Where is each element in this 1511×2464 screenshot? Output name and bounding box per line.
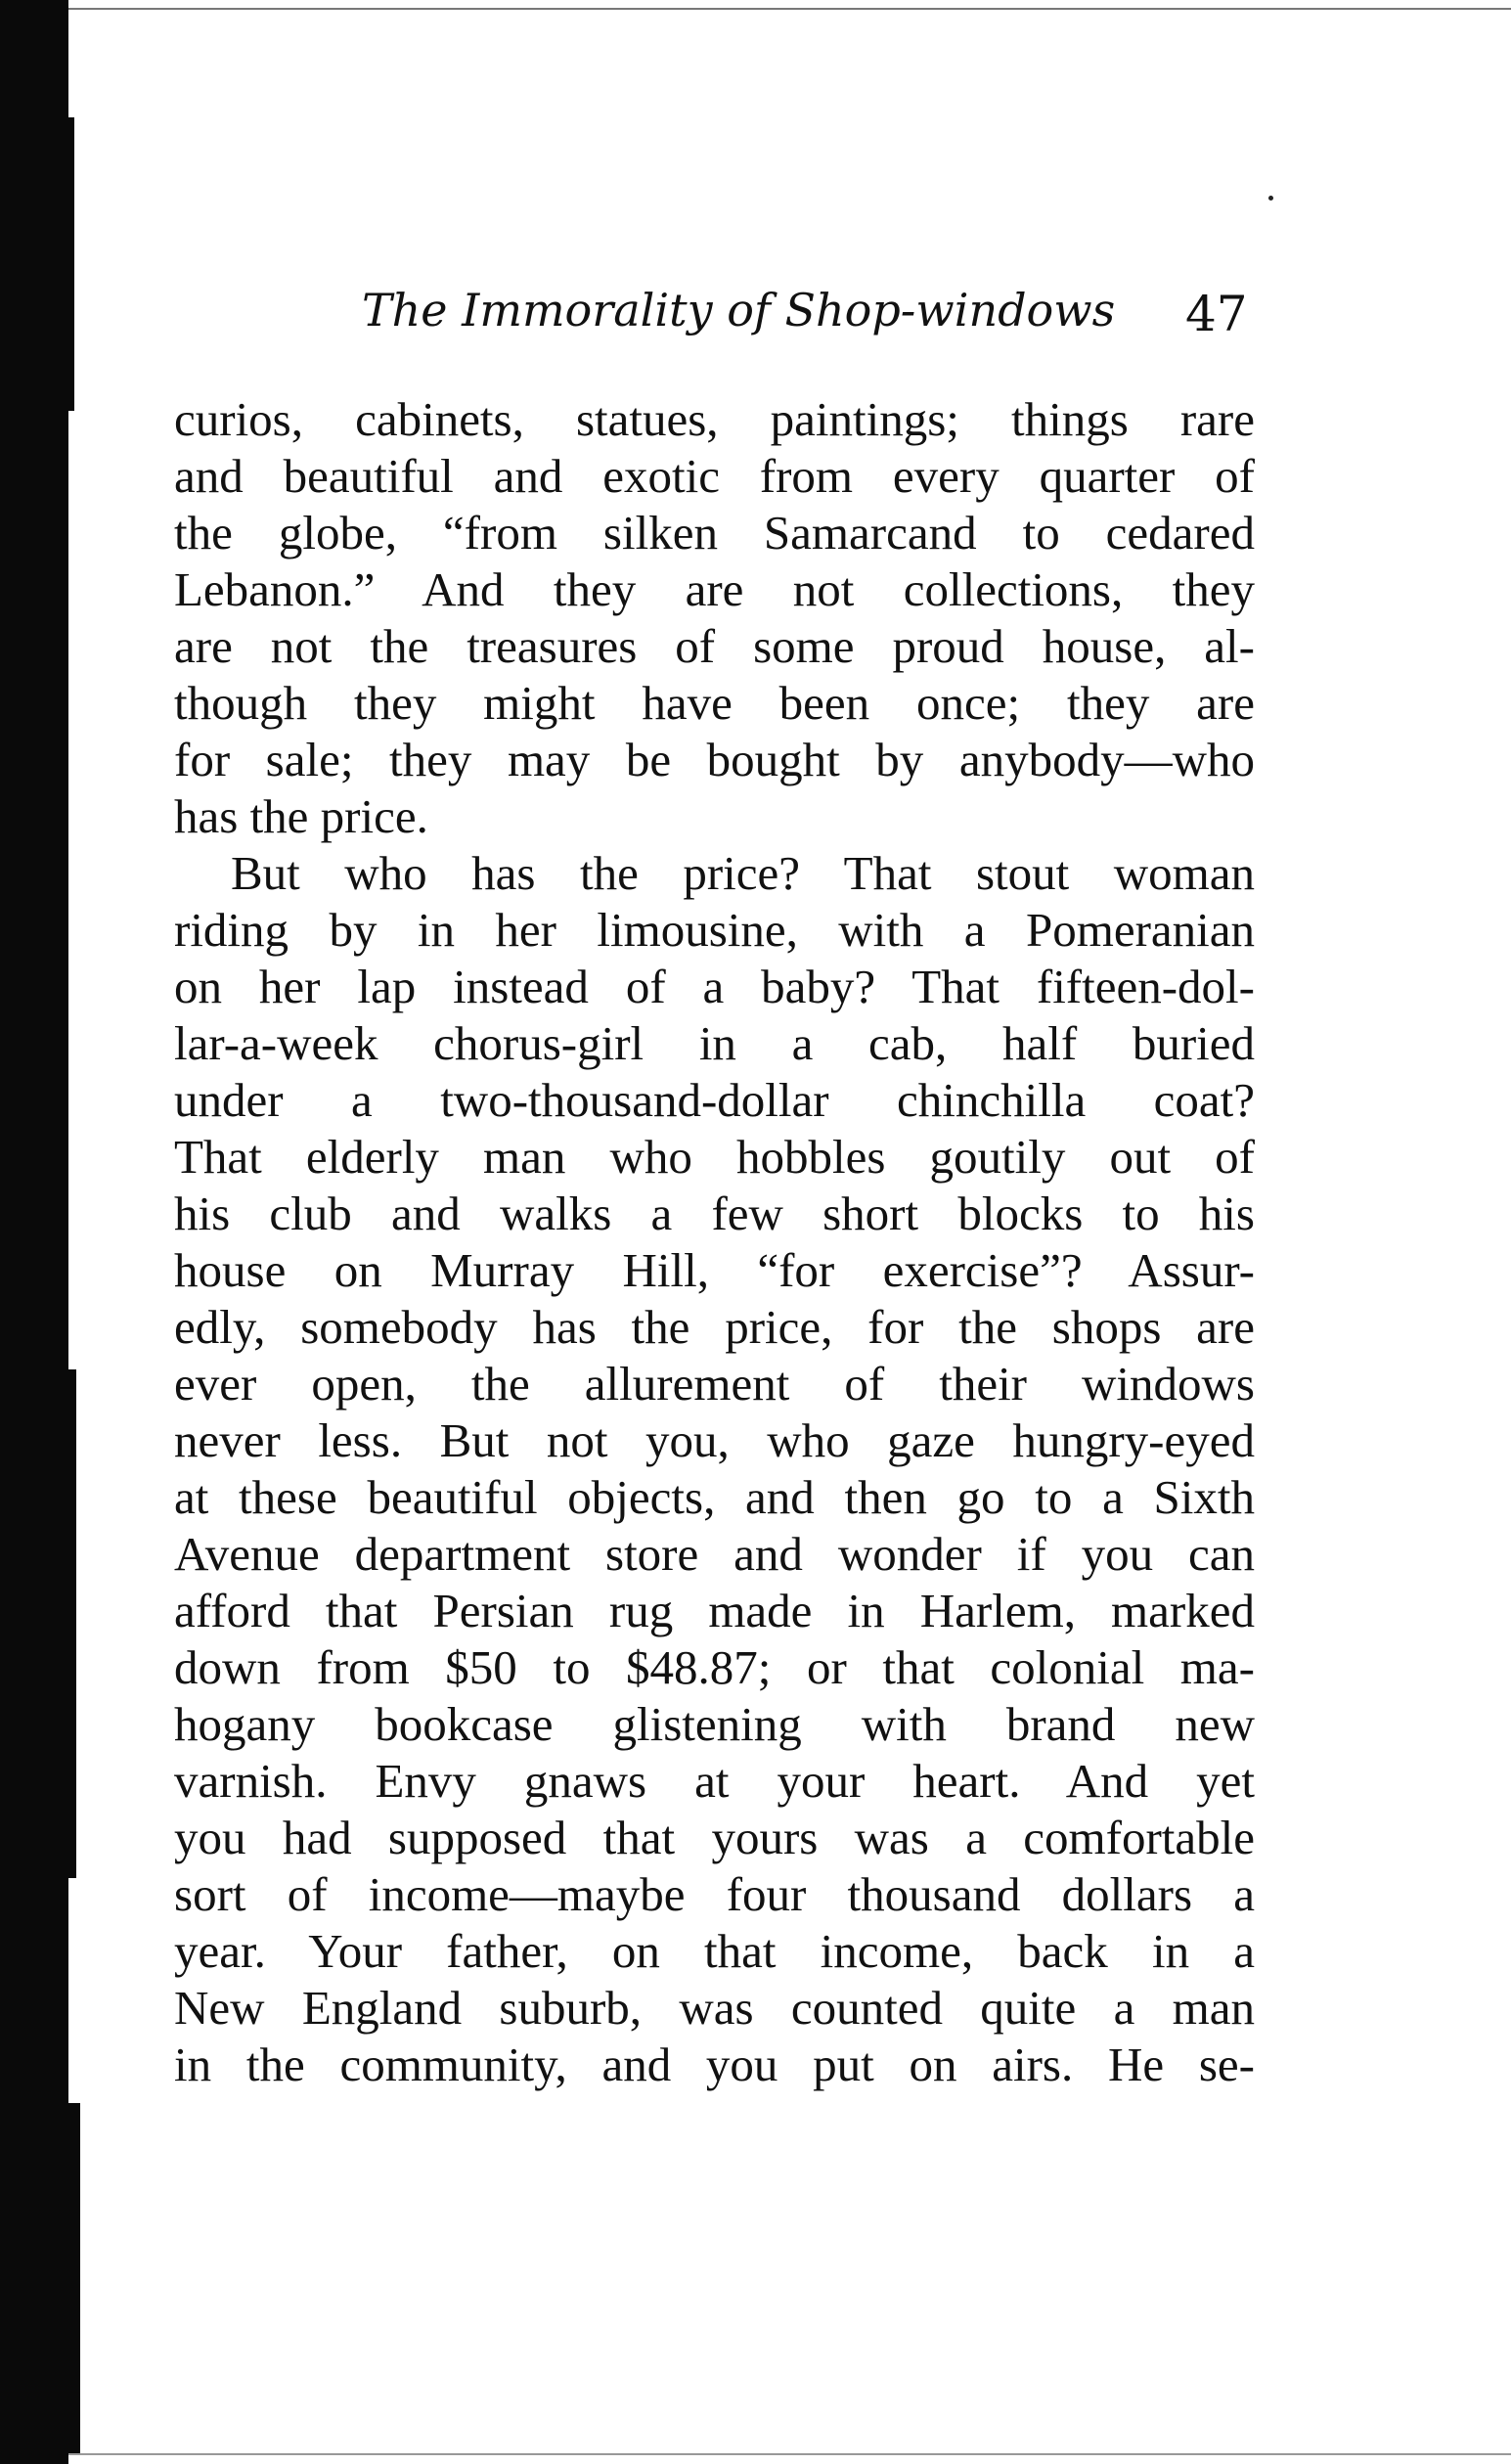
scan-speck <box>1268 196 1273 201</box>
text-line: But who has the price? That stout woman <box>231 846 1255 900</box>
running-head: The Immorality of Shop-windows <box>362 284 1116 336</box>
text-line: though they might have been once; they are <box>174 676 1255 730</box>
text-line: curios, cabinets, statues, paintings; things rare <box>174 392 1255 446</box>
text-line: never less. But not you, who gaze hungry-eyed <box>174 1413 1255 1467</box>
text-line: lar-a-week chorus-girl in a cab, half buried <box>174 1016 1255 1070</box>
text-line: for sale; they may be bought by anybody—who <box>174 733 1255 786</box>
text-line: year. Your father, on that income, back in a <box>174 1924 1255 1978</box>
text-line: and beautiful and exotic from every quarter of <box>174 449 1255 503</box>
text-line: under a two-thousand-dollar chinchilla coat? <box>174 1073 1255 1127</box>
text-line: down from $50 to $48.87; or that colonial ma- <box>174 1640 1255 1694</box>
text-line: are not the treasures of some proud house, al- <box>174 619 1255 673</box>
text-line: Lebanon.” And they are not collections, they <box>174 562 1255 616</box>
text-line: varnish. Envy gnaws at your heart. And yet <box>174 1754 1255 1808</box>
text-line: at these beautiful objects, and then go to a Sixth <box>174 1470 1255 1524</box>
text-line: in the community, and you put on airs. He se- <box>174 2038 1255 2091</box>
scan-bottom-edge <box>68 2453 1511 2455</box>
scan-top-edge <box>68 8 1511 10</box>
scan-edge-notch <box>68 2103 80 2455</box>
scan-binding-edge <box>0 0 68 2464</box>
text-line: New England suburb, was counted quite a man <box>174 1981 1255 2035</box>
text-line: you had supposed that yours was a comfortable <box>174 1811 1255 1864</box>
text-line: That elderly man who hobbles goutily out of <box>174 1130 1255 1184</box>
text-line: has the price. <box>174 789 428 843</box>
body-text <box>174 391 1255 2093</box>
text-line: sort of income—maybe four thousand dollars a <box>174 1867 1255 1921</box>
text-line: ever open, the allurement of their windows <box>174 1357 1255 1411</box>
page-number: 47 <box>1185 286 1248 342</box>
text-line: afford that Persian rug made in Harlem, marked <box>174 1584 1255 1637</box>
scan-edge-notch <box>68 117 74 411</box>
text-line: hogany bookcase glistening with brand new <box>174 1697 1255 1751</box>
text-line: house on Murray Hill, “for exercise”? Assur- <box>174 1243 1255 1297</box>
text-line: edly, somebody has the price, for the shops are <box>174 1300 1255 1354</box>
scan-edge-notch <box>68 1369 76 1878</box>
text-line: his club and walks a few short blocks to his <box>174 1187 1255 1240</box>
text-line: riding by in her limousine, with a Pomeranian <box>174 903 1255 957</box>
text-line: on her lap instead of a baby? That fifteen-dol- <box>174 960 1255 1013</box>
text-line: Avenue department store and wonder if you can <box>174 1527 1255 1581</box>
text-line: the globe, “from silken Samarcand to cedared <box>174 506 1255 560</box>
